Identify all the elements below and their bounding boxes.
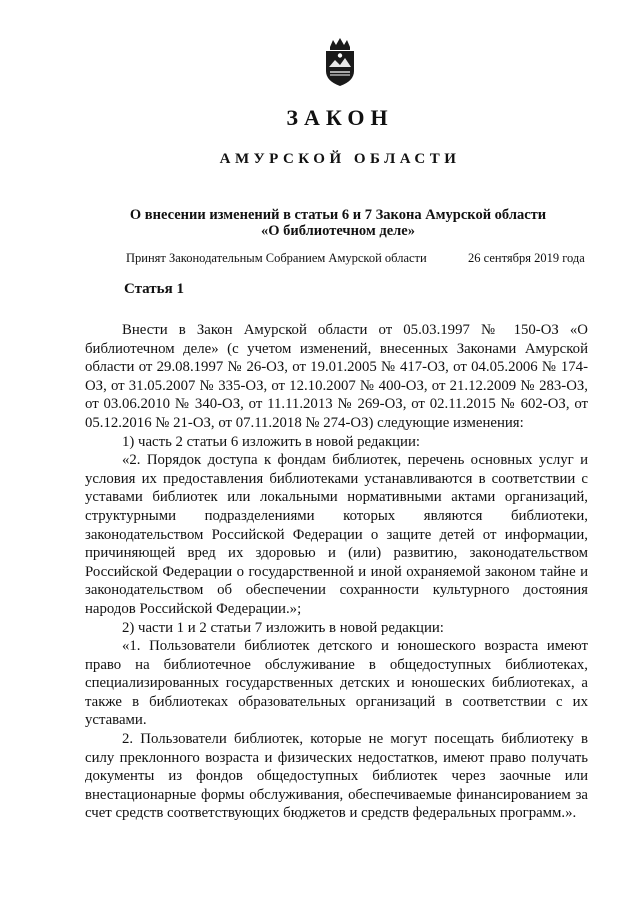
paragraph: 1) часть 2 статьи 6 изложить в новой редакции:	[122, 433, 421, 450]
law-subject-line2: «О библиотечном деле»	[261, 223, 415, 239]
paragraph: Внести в Закон Амурской области от 05.03.1997 № 150-ОЗ «О библиотечном деле» (с учетом изменений, внесенных Законами Амурской области от 29.08.1997 № 26-ОЗ, от 19.01.2005 № 417-ОЗ, от 04.05.2006 № 174-ОЗ, от 31.05.2007 № 335-ОЗ, от 12.10.2007 № 400-ОЗ, от 21.12.2009 № 283-ОЗ, от 03.06.2010 № 340-ОЗ, от 11.11.2013 № 269-ОЗ, от 02.11.2015 № 602-ОЗ, от 05.12.2016 № 21-ОЗ, от 07.11.2018 № 274-ОЗ) следующие изменения:	[85, 322, 588, 431]
article-body	[85, 321, 588, 823]
accepted-date: 26 сентября 2019 года	[468, 251, 585, 265]
paragraph: «1. Пользователи библиотек детского и юношеского возраста имеют право на библиотечное обслуживание в общедоступных библиотеках, специализированных государственных детских и юношеских библиотеках, а также в библиотеках образовательных организаций в соответствии с их уставами.	[85, 638, 588, 729]
law-title: ЗАКОН	[286, 105, 394, 130]
law-subject	[96, 207, 580, 239]
paragraph: 2. Пользователи библиотек, которые не могут посещать библиотеку в силу преклонного возраста и физических недостатков, имеют право получать документы из фондов общедоступных библиотек через заочные или внестационарные формы обслуживания, обеспечиваемые финансированием за счет средств соответствующих бюджетов и средств федеральных программ.».	[85, 731, 588, 822]
coat-of-arms-icon	[321, 37, 359, 87]
accepted-by: Принят Законодательным Собранием Амурской области	[126, 251, 427, 265]
law-subject-line1: О внесении изменений в статьи 6 и 7 Закона Амурской области	[129, 207, 547, 223]
article-heading: Статья 1	[124, 281, 184, 297]
paragraph: «2. Порядок доступа к фондам библиотек, перечень основных услуг и условия их предоставления библиотеками устанавливаются в соответствии с уставами библиотек или локальными нормативными актами организаций, структурными подразделениями которых являются библиотеки, законодательством Российской Федерации о защите детей от информации, причиняющей вред их здоровью и (или) развитию, законодательством Российской Федерации о государственной и иной охраняемой законом тайне и законодательством об обеспечении сохранности культурного достояния народов Российской Федерации.»;	[85, 452, 588, 617]
paragraph: 2) части 1 и 2 статьи 7 изложить в новой редакции:	[122, 619, 444, 636]
region-title: АМУРСКОЙ ОБЛАСТИ	[219, 151, 461, 167]
